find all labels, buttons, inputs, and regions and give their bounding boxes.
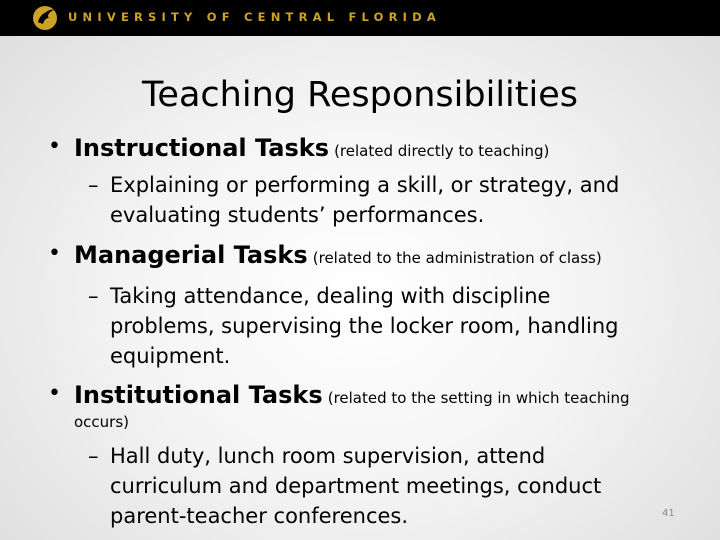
sub-line: parent-teacher conferences.: [110, 504, 409, 528]
university-name: UNIVERSITY OF CENTRAL FLORIDA: [68, 10, 442, 24]
bullet-label: Instructional Tasks: [74, 134, 329, 162]
pegasus-logo-icon: [32, 5, 58, 31]
sub-line: curriculum and department meetings, conduct: [110, 474, 602, 498]
header-bar: [0, 0, 720, 36]
sub-line: evaluating students’ performances.: [110, 203, 485, 227]
slide-title: Teaching Responsibilities: [142, 75, 578, 115]
bullet-note-continued: occurs): [74, 413, 130, 431]
bullet-label: Managerial Tasks: [74, 241, 308, 269]
sub-line: Explaining or performing a skill, or strategy, and: [110, 173, 620, 197]
sub-line: equipment.: [110, 344, 231, 368]
bullet-dot: •: [48, 134, 61, 159]
bullet-note: (related directly to teaching): [334, 142, 550, 160]
sub-line: Taking attendance, dealing with discipline: [110, 284, 551, 308]
bullet-note: (related to the setting in which teaching: [327, 389, 630, 407]
sub-line: Hall duty, lunch room supervision, attend: [110, 444, 546, 468]
sub-line: problems, supervising the locker room, handling: [110, 314, 619, 338]
bullet-dot: •: [48, 241, 61, 266]
sub-dash: –: [88, 444, 99, 468]
bullet-dot: •: [48, 381, 61, 406]
bullet-note: (related to the administration of class): [312, 249, 602, 267]
sub-dash: –: [88, 284, 99, 308]
sub-dash: –: [88, 173, 99, 197]
slide-number: 41: [662, 508, 675, 519]
bullet-label: Institutional Tasks: [74, 381, 323, 409]
